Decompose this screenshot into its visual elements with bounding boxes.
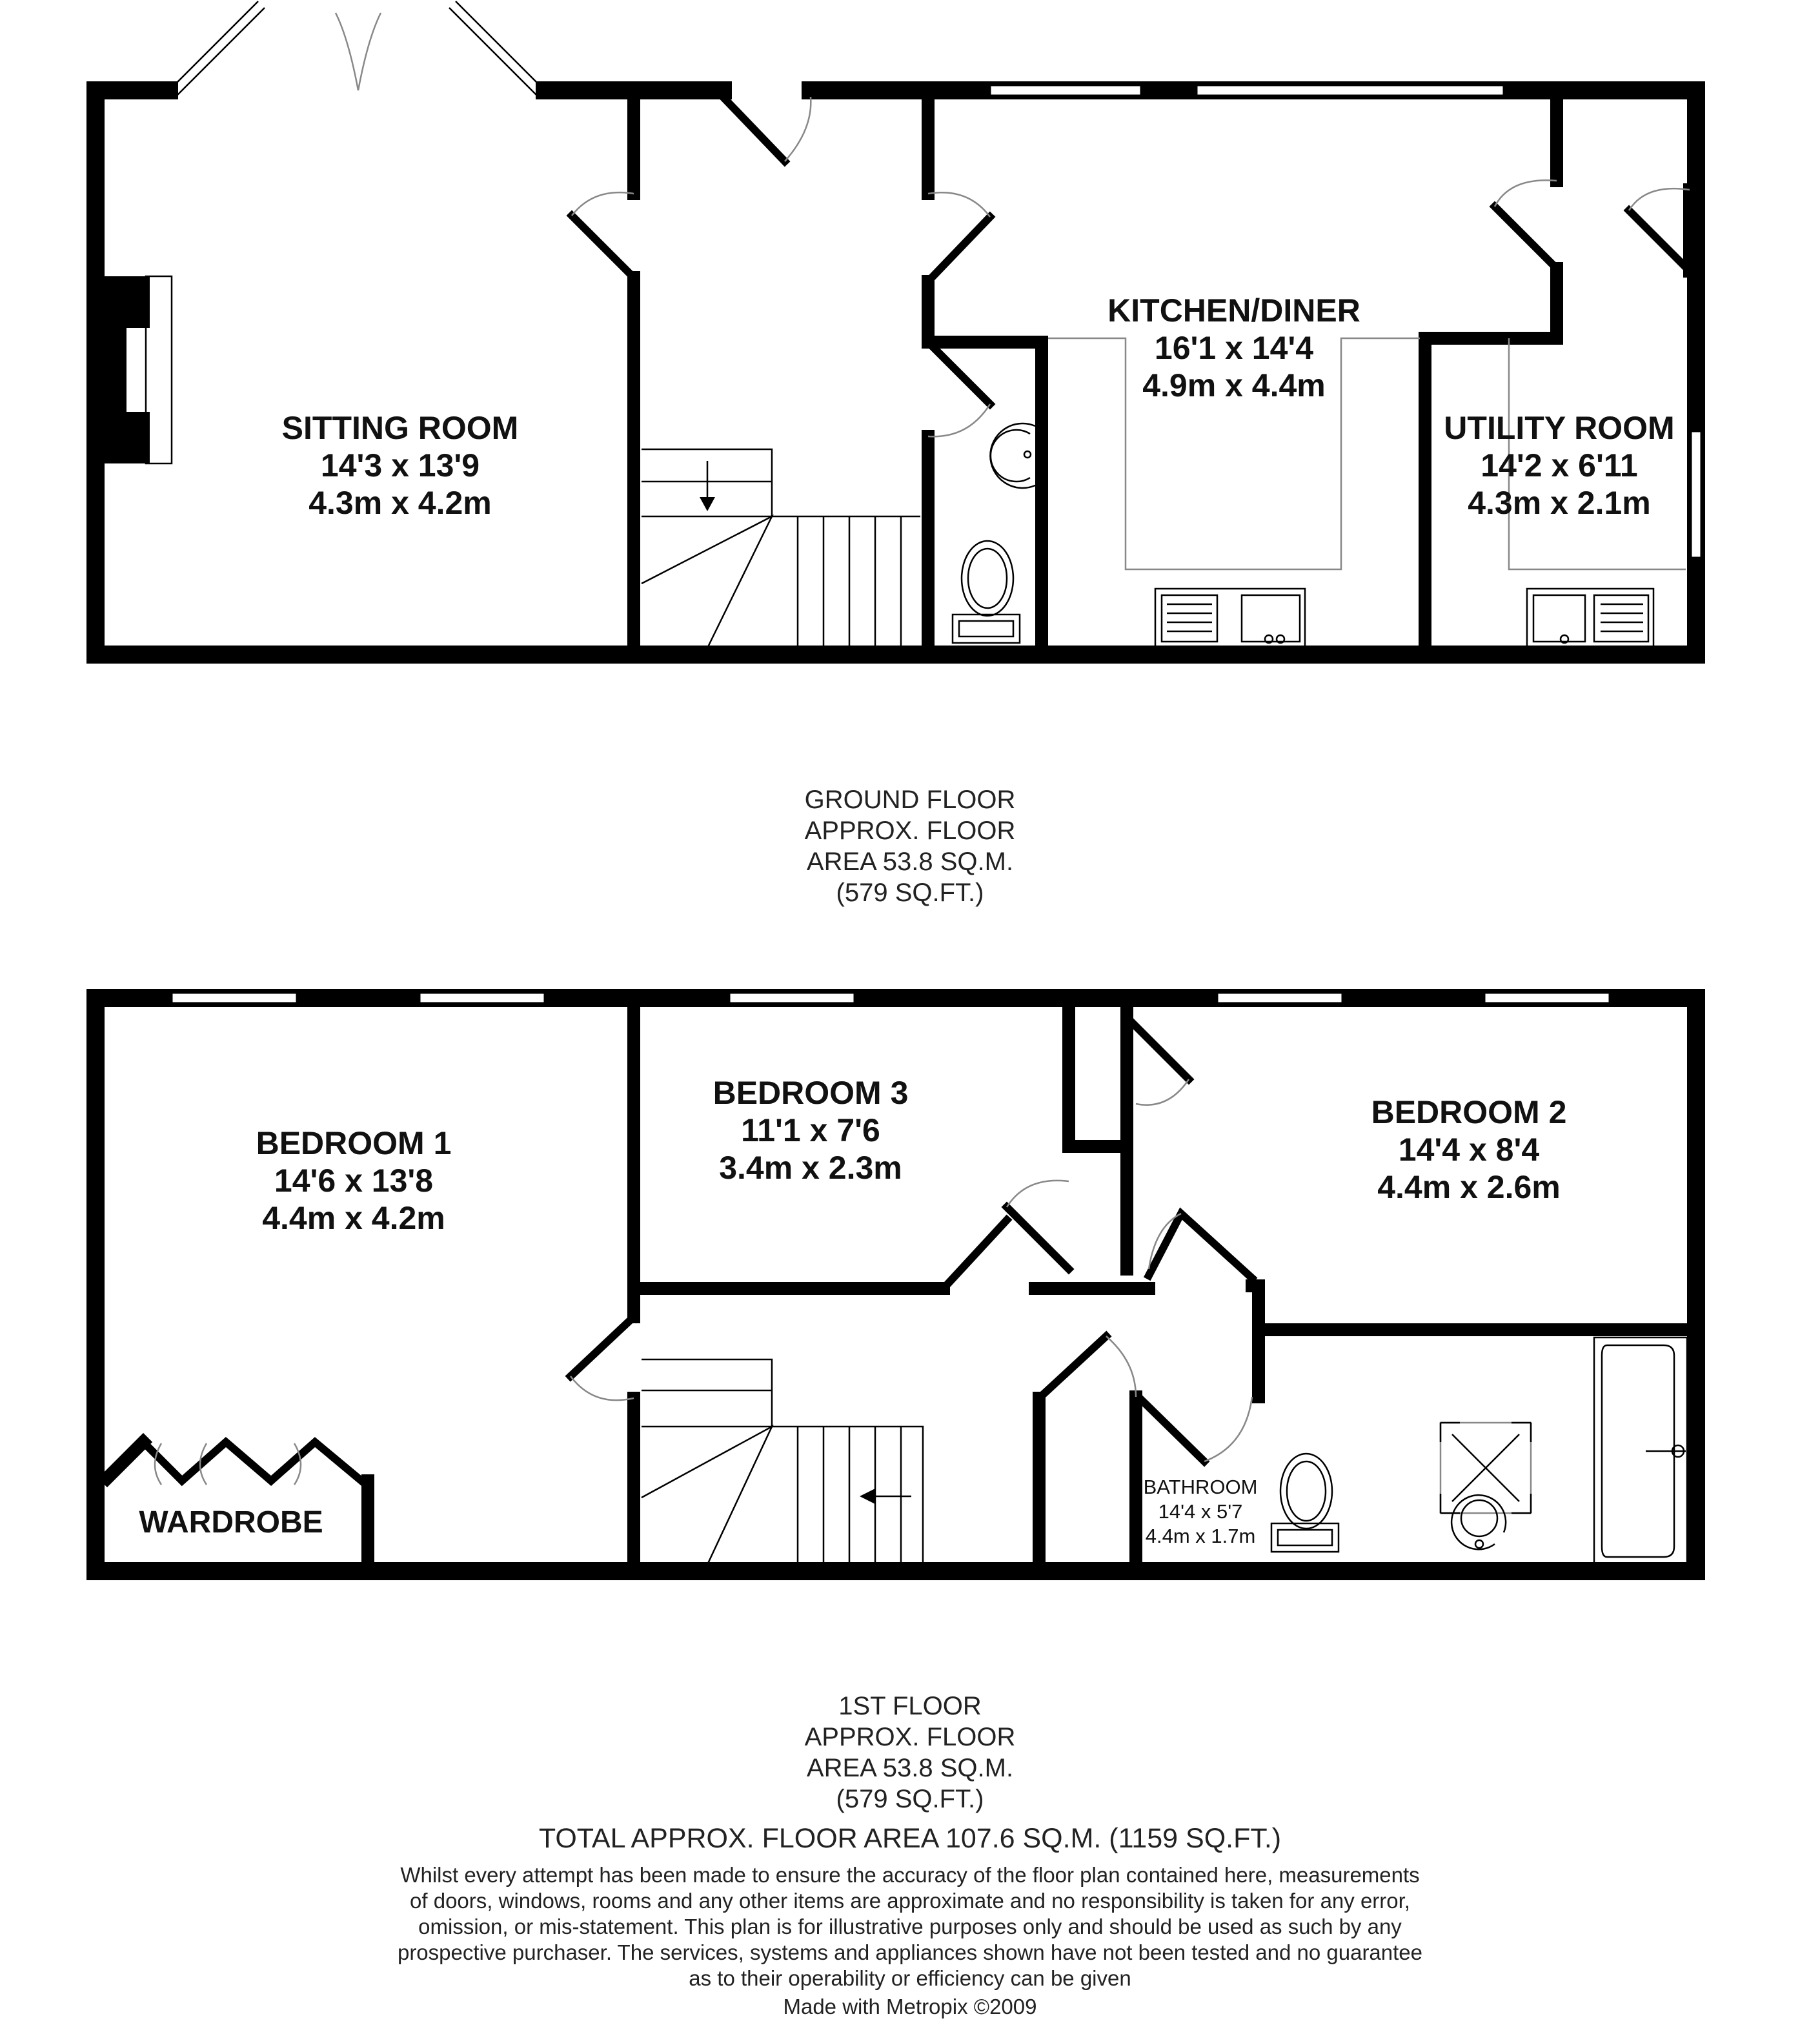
shower-tray bbox=[1441, 1423, 1531, 1513]
bedroom-3-name: BEDROOM 3 bbox=[713, 1075, 909, 1111]
window bbox=[729, 993, 854, 1003]
door bbox=[1007, 1207, 1069, 1269]
door-arc bbox=[1495, 180, 1557, 207]
door-arc bbox=[928, 192, 990, 217]
bathroom-left-wall bbox=[1252, 1286, 1259, 1397]
bathroom-imperial: 14'4 x 5'7 bbox=[1158, 1500, 1243, 1523]
window bbox=[1197, 85, 1504, 96]
bedroom-2-metric: 4.4m x 2.6m bbox=[1377, 1169, 1561, 1205]
kitchen-diner-metric: 4.9m x 4.4m bbox=[1142, 367, 1326, 403]
disclaimer-line: omission, or mis-statement. This plan is for illustrative purposes only and should be used as such by any bbox=[418, 1915, 1402, 1938]
bath bbox=[1594, 1337, 1687, 1565]
window bbox=[172, 993, 297, 1003]
wc-toilet bbox=[953, 541, 1020, 643]
first-floor-plan bbox=[96, 993, 1696, 1571]
kitchen-diner-name: KITCHEN/DINER bbox=[1107, 292, 1360, 329]
door bbox=[944, 1220, 1007, 1288]
bedroom-3-imperial: 11'1 x 7'6 bbox=[741, 1112, 880, 1148]
door-arc bbox=[572, 192, 634, 216]
wc-wall bbox=[928, 342, 1042, 648]
utility-room-imperial: 14'2 x 6'11 bbox=[1481, 447, 1638, 483]
door-arc bbox=[1629, 188, 1690, 210]
kitchen-diner-imperial: 16'1 x 14'4 bbox=[1154, 330, 1314, 366]
bedroom-1-imperial: 14'6 x 13'8 bbox=[274, 1163, 434, 1199]
door bbox=[1629, 210, 1690, 271]
bedroom-1-metric: 4.4m x 4.2m bbox=[262, 1200, 445, 1236]
bedroom3-right-wall bbox=[1069, 1004, 1127, 1269]
bathroom-metric: 4.4m x 1.7m bbox=[1145, 1525, 1256, 1547]
door-arc bbox=[1106, 1336, 1136, 1397]
french-door-arc bbox=[336, 13, 381, 90]
ground-caption-line: (579 SQ.FT.) bbox=[836, 879, 984, 907]
sitting-room-name: SITTING ROOM bbox=[281, 410, 519, 446]
door-arc bbox=[1204, 1397, 1252, 1461]
door-arc bbox=[571, 1376, 634, 1400]
ground-caption-line: AREA 53.8 SQ.M. bbox=[806, 848, 1014, 876]
door bbox=[1039, 1336, 1106, 1398]
utility-wall bbox=[1425, 97, 1557, 648]
door bbox=[723, 97, 785, 161]
window bbox=[1217, 993, 1342, 1003]
utility-room-name: UTILITY ROOM bbox=[1444, 410, 1675, 446]
bathroom-basin bbox=[1451, 1495, 1506, 1549]
bedroom-3-metric: 3.4m x 2.3m bbox=[719, 1150, 902, 1186]
sitting-room-metric: 4.3m x 4.2m bbox=[308, 485, 492, 521]
door-arc bbox=[1007, 1181, 1069, 1207]
disclaimer-line: Whilst every attempt has been made to ensure the accuracy of the floor plan contained here, measurements bbox=[400, 1863, 1420, 1887]
bedroom-1-name: BEDROOM 1 bbox=[256, 1125, 452, 1161]
ground-floor-caption bbox=[805, 786, 1016, 907]
door bbox=[1142, 1401, 1204, 1461]
utility-sink bbox=[1527, 589, 1653, 648]
disclaimer-line: prospective purchaser. The services, systems and appliances shown have not been tested and no guarantee bbox=[397, 1940, 1423, 1964]
door bbox=[1127, 1017, 1189, 1079]
first-caption-line: 1ST FLOOR bbox=[838, 1692, 982, 1720]
disclaimer-line: as to their operability or efficiency can be given bbox=[689, 1966, 1131, 1990]
first-caption-line: APPROX. FLOOR bbox=[804, 1723, 1016, 1751]
staircase bbox=[642, 449, 920, 648]
door-arc bbox=[928, 404, 990, 436]
window bbox=[420, 993, 545, 1003]
door bbox=[571, 1317, 634, 1376]
disclaimer-line: of doors, windows, rooms and any other items are approximate and no responsibility is taken for any error, bbox=[410, 1889, 1410, 1913]
bathroom-toilet bbox=[1271, 1454, 1339, 1552]
bedroom-2-name: BEDROOM 2 bbox=[1371, 1094, 1567, 1130]
disclaimer bbox=[398, 1863, 1422, 1990]
wardrobe bbox=[107, 1442, 368, 1565]
first-caption-line: AREA 53.8 SQ.M. bbox=[806, 1754, 1014, 1782]
door bbox=[928, 217, 990, 281]
door bbox=[928, 342, 990, 404]
credit: Made with Metropix ©2009 bbox=[783, 1995, 1037, 2019]
door-arc bbox=[1136, 1079, 1189, 1105]
utility-room-metric: 4.3m x 2.1m bbox=[1468, 485, 1651, 521]
first-floor-caption bbox=[805, 1692, 1016, 1813]
door-arc bbox=[785, 97, 811, 161]
wardrobe-label: WARDROBE bbox=[139, 1505, 323, 1540]
ground-floor-plan bbox=[96, 1, 1701, 655]
door bbox=[1149, 1214, 1252, 1278]
staircase bbox=[642, 1359, 923, 1565]
ground-caption-line: APPROX. FLOOR bbox=[804, 817, 1016, 845]
window bbox=[1691, 431, 1701, 558]
door bbox=[1495, 207, 1557, 269]
door bbox=[572, 216, 634, 278]
total-floor-area: TOTAL APPROX. FLOOR AREA 107.6 SQ.M. (1159 SQ.FT.) bbox=[538, 1823, 1282, 1854]
kitchen-sink bbox=[1155, 589, 1305, 648]
ground-caption-line: GROUND FLOOR bbox=[804, 786, 1016, 814]
first-caption-line: (579 SQ.FT.) bbox=[836, 1785, 984, 1813]
bathroom-name: BATHROOM bbox=[1143, 1476, 1258, 1498]
window bbox=[1484, 993, 1610, 1003]
ground-outer-wall bbox=[96, 90, 1696, 655]
sitting-room-imperial: 14'3 x 13'9 bbox=[320, 447, 480, 483]
window bbox=[990, 85, 1141, 96]
bedroom-2-imperial: 14'4 x 8'4 bbox=[1398, 1132, 1540, 1168]
wc-basin bbox=[990, 423, 1035, 488]
